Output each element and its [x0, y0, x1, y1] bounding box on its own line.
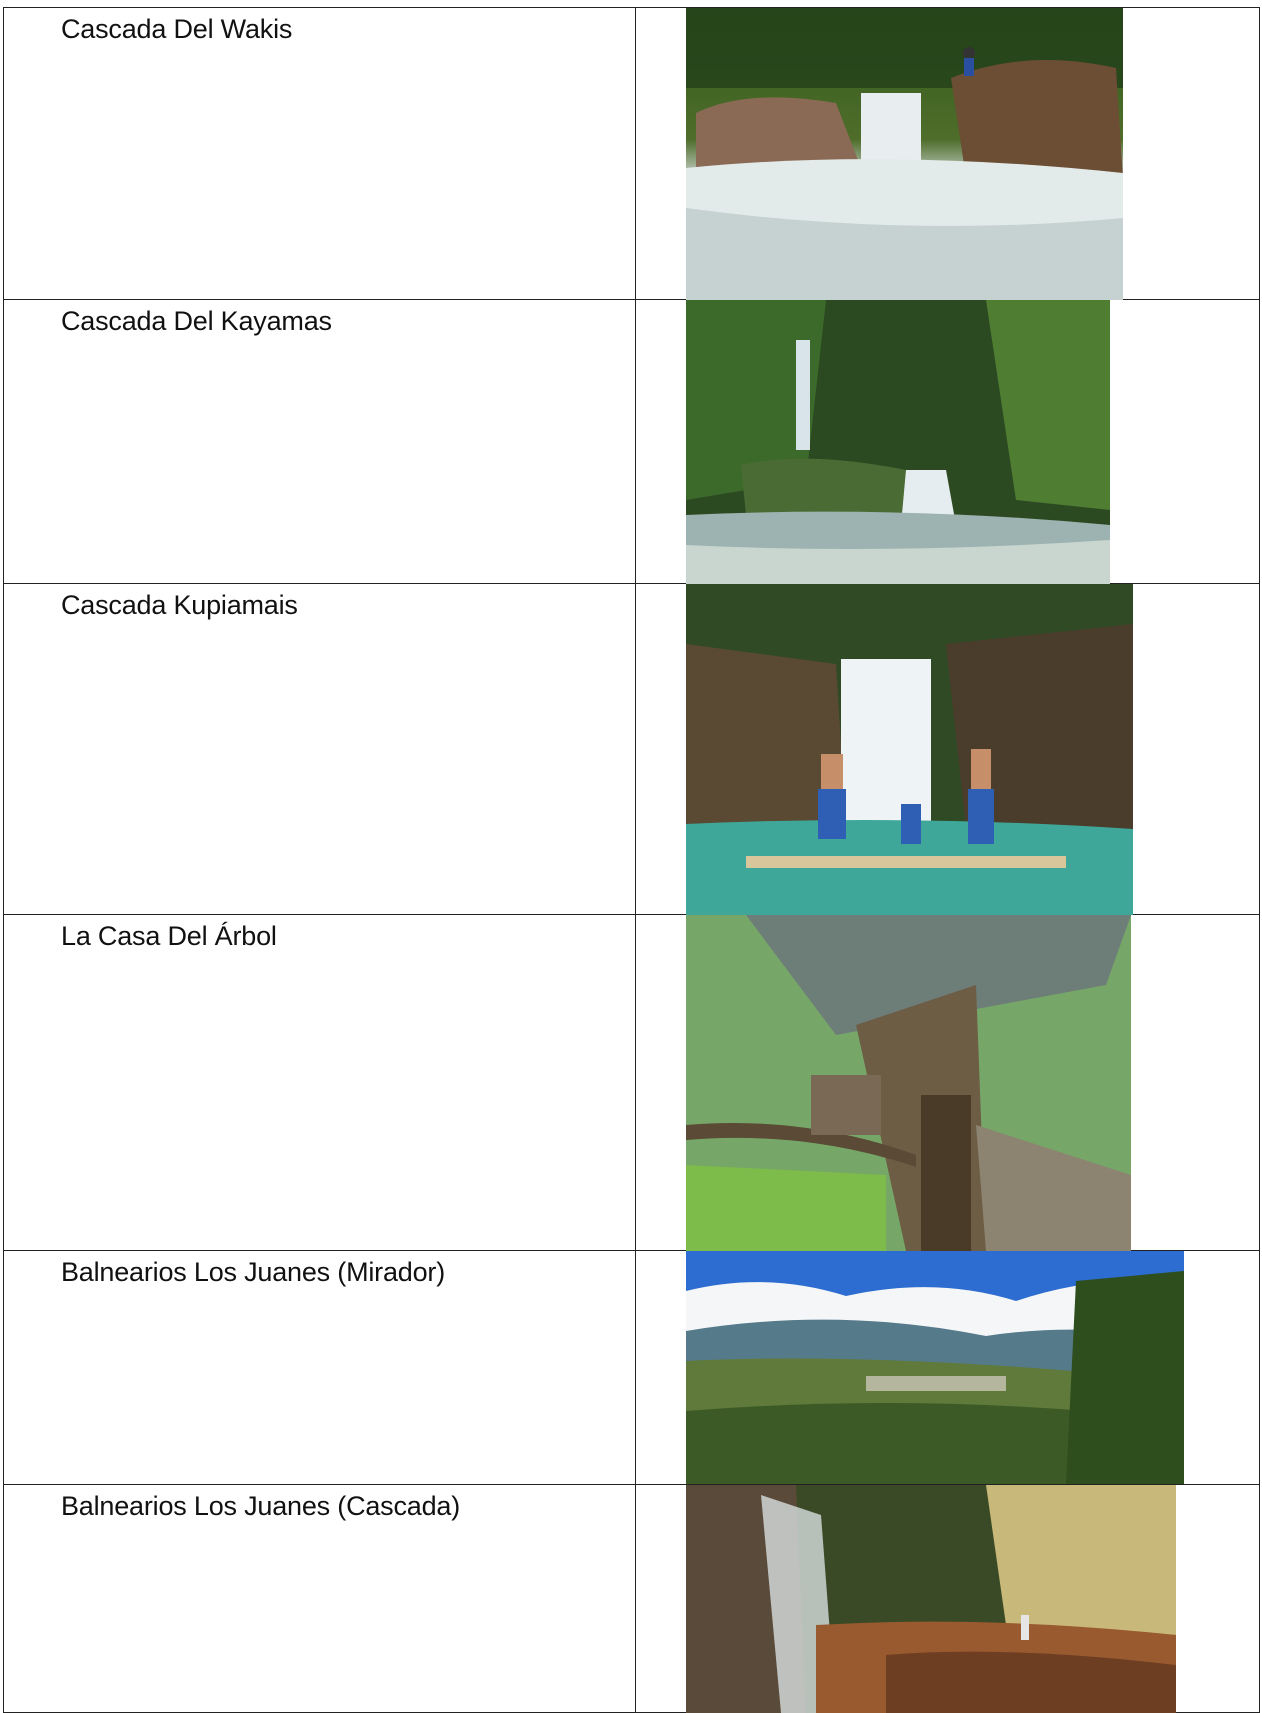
attraction-photo-cell	[636, 584, 1260, 915]
waterfall-photo	[686, 300, 1110, 584]
table-row	[4, 1485, 1260, 1713]
attraction-name: La Casa Del Árbol	[61, 921, 277, 951]
attraction-name-cell	[4, 1251, 636, 1485]
waterfall-photo	[686, 584, 1133, 915]
viewpoint-photo	[686, 1251, 1184, 1484]
attractions-table	[3, 7, 1260, 1713]
attraction-photo-cell	[636, 8, 1260, 300]
attraction-name-cell	[4, 584, 636, 915]
waterfall-photo	[686, 1485, 1176, 1713]
table-row	[4, 584, 1260, 915]
treehouse-photo	[686, 915, 1131, 1251]
table-row	[4, 8, 1260, 300]
attraction-name-cell	[4, 8, 636, 300]
table-row	[4, 915, 1260, 1251]
attraction-name: Cascada Del Kayamas	[61, 306, 332, 336]
attraction-name-cell	[4, 300, 636, 584]
waterfall-photo	[686, 8, 1123, 300]
table-row	[4, 300, 1260, 584]
attraction-photo-cell	[636, 1251, 1260, 1485]
attraction-photo-cell	[636, 915, 1260, 1251]
attraction-name: Balnearios Los Juanes (Mirador)	[61, 1257, 445, 1287]
attraction-name: Balnearios Los Juanes (Cascada)	[61, 1491, 461, 1521]
attraction-name-cell	[4, 915, 636, 1251]
attraction-photo-cell	[636, 300, 1260, 584]
table-row	[4, 1251, 1260, 1485]
attraction-name: Cascada Kupiamais	[61, 590, 298, 620]
attraction-name-cell	[4, 1485, 636, 1713]
attraction-photo-cell	[636, 1485, 1260, 1713]
attraction-name: Cascada Del Wakis	[61, 14, 293, 44]
